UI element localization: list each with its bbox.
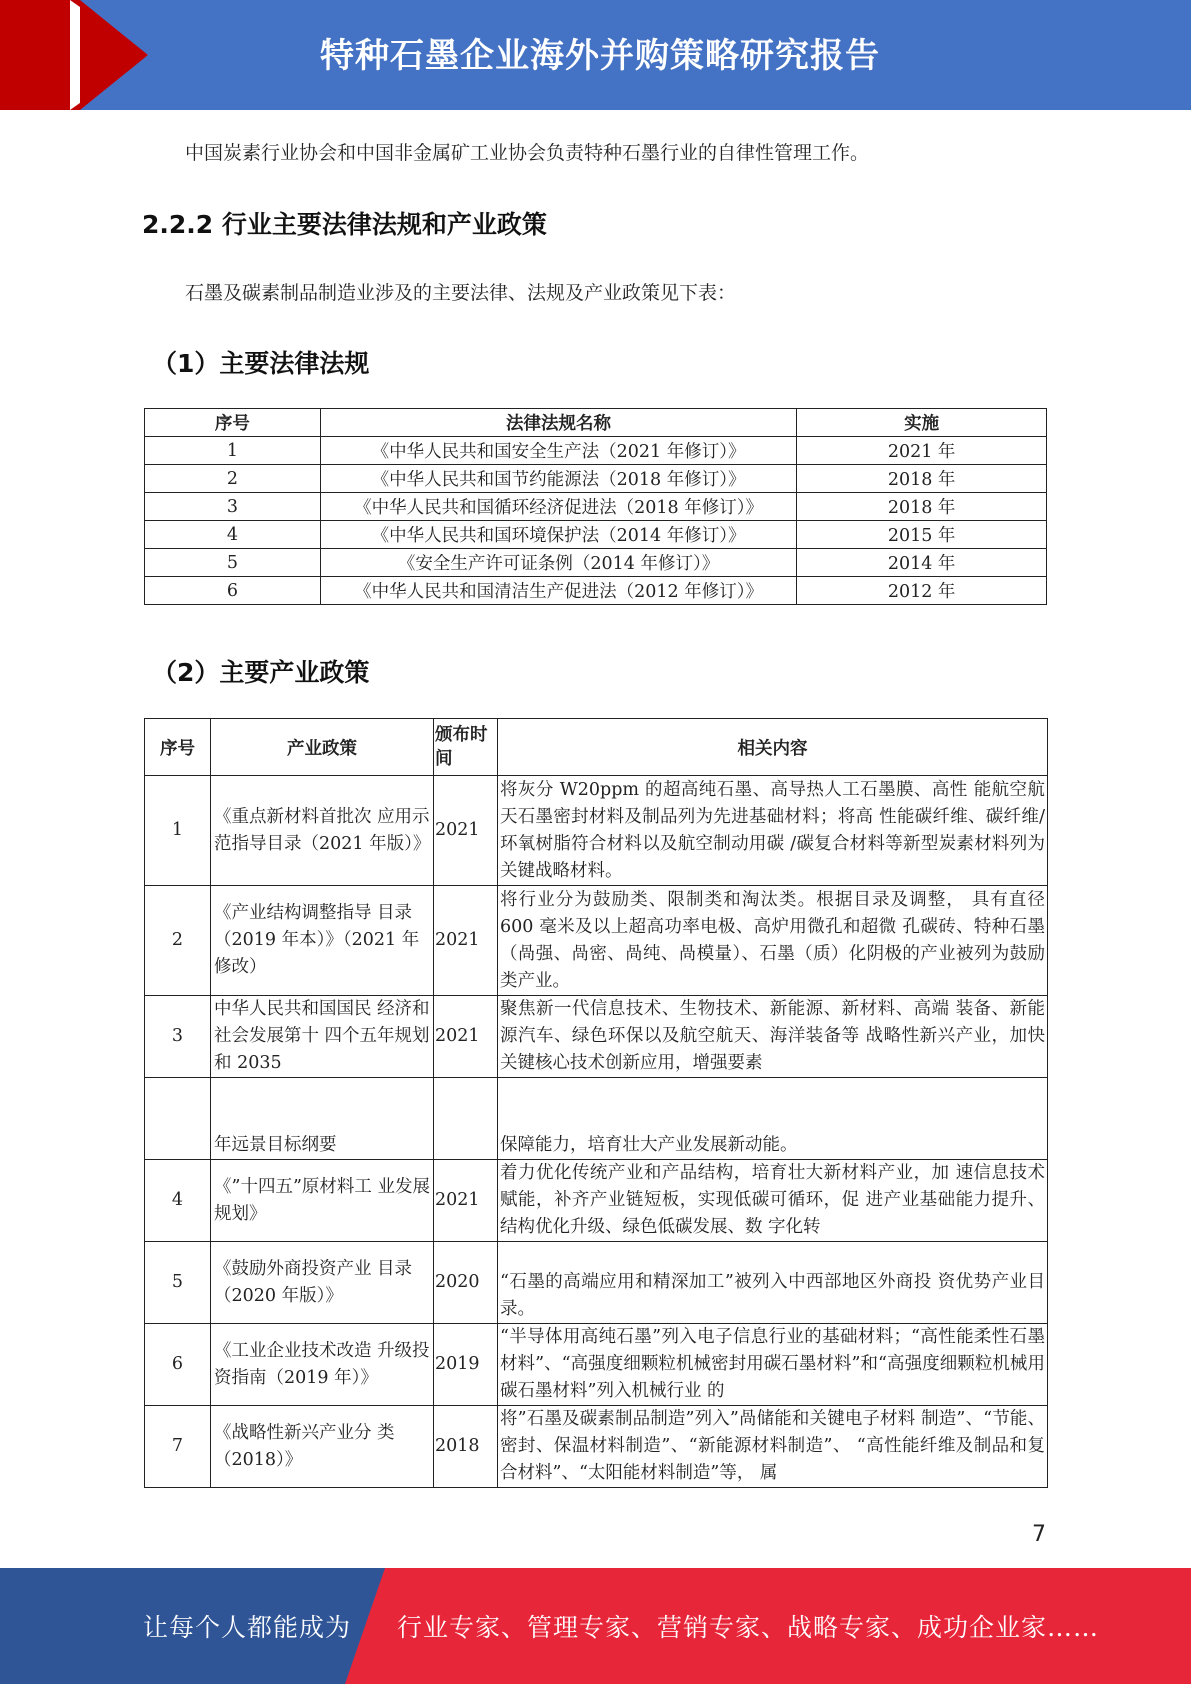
law-year: 2018 年 <box>797 465 1047 493</box>
policy-year: 2019 <box>434 1324 498 1406</box>
law-name: 《中华人民共和国循环经济促进法（2018 年修订）》 <box>320 493 796 521</box>
policy-name: 《”十四五”原材料工 业发展规划》 <box>211 1160 434 1242</box>
policy-name: 年远景目标纲要 <box>211 1078 434 1160</box>
policy-content: 将灰分 W20ppm 的超高纯石墨、高导热人工石墨膜、高性 能航空航天石墨密封材料及制品列为先进基础材料；将高 性能碳纤维、碳纤维/环氧树脂符合材料以及航空制动用碳 /碳复合材料等新型炭素材料列为关键战略材料。 <box>498 776 1048 886</box>
law-year: 2015 年 <box>797 521 1047 549</box>
policy-year: 2018 <box>434 1406 498 1488</box>
policies-table <box>144 718 1048 1488</box>
footer-slogan-left: 让每个人都能成为 <box>143 1613 352 1642</box>
table-row <box>145 437 1047 465</box>
policy-number: 6 <box>145 1324 211 1406</box>
report-title: 特种石墨企业海外并购策略研究报告 <box>320 36 880 76</box>
policy-content: 将”石墨及碳素制品制造”列入”咼储能和关键电子材料 制造”、“节能、密封、保温材料制造”、“新能源材料制造”、 “高性能纤维及制品和复合材料”、“太阳能材料制造”等， 属 <box>498 1406 1048 1488</box>
table-row <box>145 493 1047 521</box>
policy-content: 聚焦新一代信息技术、生物技术、新能源、新材料、高端 装备、新能源汽车、绿色环保以及航空航天、海洋装备等 战略性新兴产业，加快关键核心技术创新应用，增强要素 <box>498 996 1048 1078</box>
table-row <box>145 996 1048 1078</box>
table-row <box>145 521 1047 549</box>
policy-number: 1 <box>145 776 211 886</box>
law-name: 《安全生产许可证条例（2014 年修订）》 <box>320 549 796 577</box>
table-row <box>145 886 1048 996</box>
table-row <box>145 577 1047 605</box>
column-header-law-name: 法律法规名称 <box>320 409 796 437</box>
policy-name: 《工业企业技术改造 升级投资指南（2019 年）》 <box>211 1324 434 1406</box>
law-name: 《中华人民共和国安全生产法（2021 年修订）》 <box>320 437 796 465</box>
table-header-row <box>145 719 1048 776</box>
policy-name: 《战略性新兴产业分 类（2018）》 <box>211 1406 434 1488</box>
footer-slogan-right: 行业专家、管理专家、营销专家、战略专家、成功企业家…… <box>397 1613 1100 1642</box>
policy-content: 着力优化传统产业和产品结构，培育壮大新材料产业，加 速信息技术赋能，补齐产业链短板，实现低碳可循环，促 进产业基础能力提升、结构优化升级、绿色低碳发展、数 字化转 <box>498 1160 1048 1242</box>
policy-number: 5 <box>145 1242 211 1324</box>
policy-year: 2020 <box>434 1242 498 1324</box>
law-name: 《中华人民共和国环境保护法（2014 年修订）》 <box>320 521 796 549</box>
policy-number: 7 <box>145 1406 211 1488</box>
policy-number: 2 <box>145 886 211 996</box>
policy-year: 2021 <box>434 886 498 996</box>
laws-heading: （1）主要法律法规 <box>152 349 370 378</box>
law-year: 2021 年 <box>797 437 1047 465</box>
table-row <box>145 1078 1048 1160</box>
policy-year <box>434 1078 498 1160</box>
header-red-arrow <box>80 0 148 110</box>
law-name: 《中华人民共和国清洁生产促进法（2012 年修订）》 <box>320 577 796 605</box>
law-number: 4 <box>145 521 321 549</box>
law-number: 3 <box>145 493 321 521</box>
law-number: 2 <box>145 465 321 493</box>
table-row <box>145 1160 1048 1242</box>
policy-number: 4 <box>145 1160 211 1242</box>
header-red-block <box>0 0 80 110</box>
table-row <box>145 776 1048 886</box>
section-intro: 石墨及碳素制品制造业涉及的主要法律、法规及产业政策见下表： <box>185 282 737 304</box>
table-row <box>145 549 1047 577</box>
law-year: 2014 年 <box>797 549 1047 577</box>
section-heading: 2.2.2 行业主要法律法规和产业政策 <box>142 210 547 239</box>
policy-year: 2021 <box>434 776 498 886</box>
law-name: 《中华人民共和国节约能源法（2018 年修订）》 <box>320 465 796 493</box>
policy-year: 2021 <box>434 996 498 1078</box>
header-banner <box>0 0 1191 110</box>
column-header-number: 序号 <box>145 719 211 776</box>
policy-content: 将行业分为鼓励类、限制类和淘汰类。根据目录及调整， 具有直径 600 毫米及以上超高功率电极、高炉用微孔和超微 孔碳砖、特种石墨（咼强、咼密、咼纯、咼模量）、石墨（质）化阴极的产业被列为鼓励类产业。 <box>498 886 1048 996</box>
policy-name: 《鼓励外商投资产业 目录（2020 年版）》 <box>211 1242 434 1324</box>
laws-table <box>144 408 1047 605</box>
column-header-effective: 实施 <box>797 409 1047 437</box>
policy-name: 中华人民共和国国民 经济和社会发展第十 四个五年规划和 2035 <box>211 996 434 1078</box>
policy-content: “半导体用高纯石墨”列入电子信息行业的基础材料；“高性能柔性石墨材料”、“高强度细颗粒机械密封用碳石墨材料”和“高强度细颗粒机械用碳石墨材料”列入机械行业 的 <box>498 1324 1048 1406</box>
table-row <box>145 1406 1048 1488</box>
policy-name: 《重点新材料首批次 应用示范指导目录（2021 年版）》 <box>211 776 434 886</box>
law-year: 2018 年 <box>797 493 1047 521</box>
column-header-number: 序号 <box>145 409 321 437</box>
law-year: 2012 年 <box>797 577 1047 605</box>
law-number: 6 <box>145 577 321 605</box>
policy-number <box>145 1078 211 1160</box>
policy-content: “石墨的高端应用和精深加工”被列入中西部地区外商投 资优势产业目录。 <box>498 1242 1048 1324</box>
footer-banner <box>0 1568 1191 1684</box>
column-header-content: 相关内容 <box>498 719 1048 776</box>
policy-number: 3 <box>145 996 211 1078</box>
policy-name: 《产业结构调整指导 目录（2019 年本）》（2021 年修改） <box>211 886 434 996</box>
intro-paragraph: 中国炭素行业协会和中国非金属矿工业协会负责特种石墨行业的自律性管理工作。 <box>185 142 870 164</box>
column-header-issue-date: 颁布时间 <box>434 719 498 776</box>
table-row <box>145 1324 1048 1406</box>
page-number: 7 <box>1032 1522 1046 1547</box>
policy-year: 2021 <box>434 1160 498 1242</box>
table-row <box>145 465 1047 493</box>
law-number: 5 <box>145 549 321 577</box>
law-number: 1 <box>145 437 321 465</box>
policies-heading: （2）主要产业政策 <box>152 658 370 687</box>
policy-content: 保障能力，培育壮大产业发展新动能。 <box>498 1078 1048 1160</box>
table-header-row <box>145 409 1047 437</box>
column-header-policy: 产业政策 <box>211 719 434 776</box>
table-row <box>145 1242 1048 1324</box>
